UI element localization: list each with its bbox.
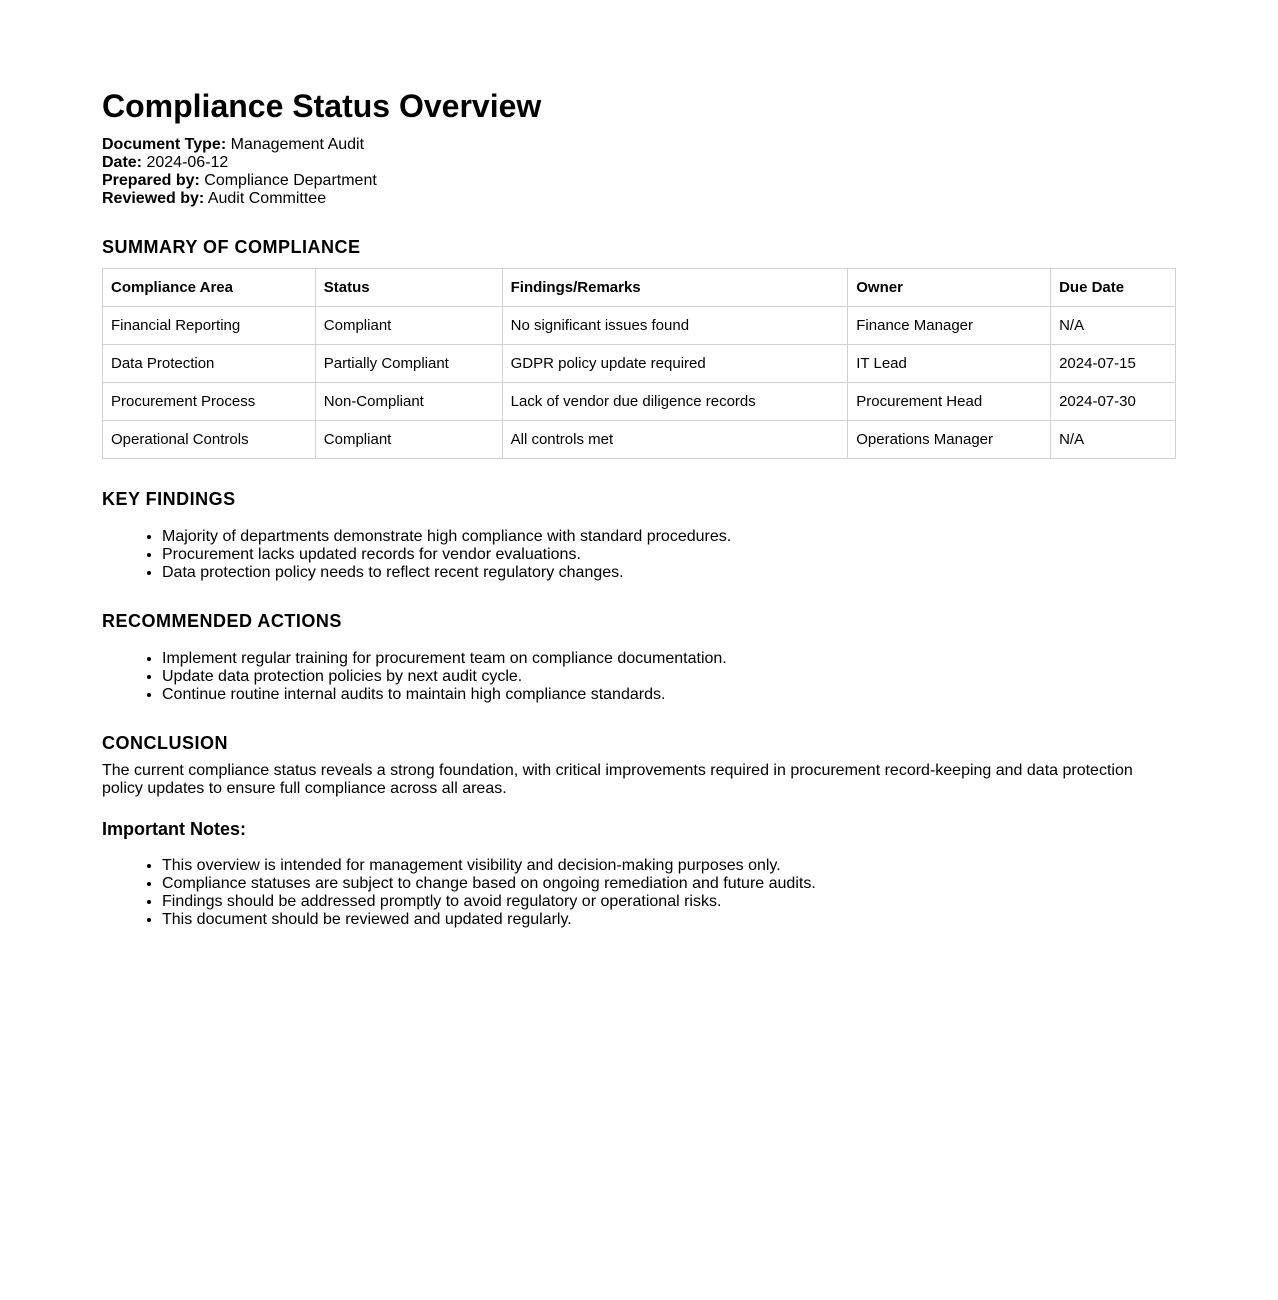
table-cell: Operations Manager [848,421,1051,459]
meta-prepared-by-label: Prepared by: [102,172,200,189]
meta-date-label: Date: [102,154,143,171]
table-cell: Non-Compliant [315,383,502,421]
recommended-actions-heading: RECOMMENDED ACTIONS [102,611,342,631]
meta-document-type-value: Management Audit [230,136,365,153]
list-item: • This overview is intended for management visibility and decision-making purposes only. [162,857,1176,875]
column-header: Owner [848,269,1051,307]
list-item: • This document should be reviewed and updated regularly. [162,911,1176,929]
table-cell: 2024-07-15 [1051,345,1176,383]
table-row [103,345,1176,383]
table-cell: No significant issues found [502,307,848,345]
column-header: Due Date [1051,269,1176,307]
compliance-table [102,268,1176,459]
meta-reviewed-by [102,190,1176,208]
list-item: • Procurement lacks updated records for vendor evaluations. [162,546,1176,564]
key-findings-heading: KEY FINDINGS [102,489,236,509]
important-notes-list [102,857,1176,929]
table-cell: Partially Compliant [315,345,502,383]
table-cell: All controls met [502,421,848,459]
meta-date [102,154,1176,172]
column-header: Compliance Area [103,269,316,307]
page-title: Compliance Status Overview [102,88,542,124]
meta-reviewed-by-value: Audit Committee [207,190,327,207]
column-header: Status [315,269,502,307]
list-item: • Compliance statuses are subject to change based on ongoing remediation and future audits. [162,875,1176,893]
table-cell: Compliant [315,307,502,345]
table-cell: Compliant [315,421,502,459]
document-meta [102,136,1176,208]
column-header: Findings/Remarks [502,269,848,307]
meta-prepared-by [102,172,1176,190]
table-cell: Data Protection [103,345,316,383]
table-cell: Financial Reporting [103,307,316,345]
meta-document-type-label: Document Type: [102,136,227,153]
list-item: • Findings should be addressed promptly to avoid regulatory or operational risks. [162,893,1176,911]
conclusion-text: The current compliance status reveals a strong foundation, with critical improvements required in procurement record-keeping and data protection policy updates to ensure full compliance across all areas. [102,762,1133,797]
conclusion-heading: CONCLUSION [102,733,228,753]
summary-heading: SUMMARY OF COMPLIANCE [102,237,361,257]
table-cell: GDPR policy update required [502,345,848,383]
meta-prepared-by-value: Compliance Department [204,172,377,189]
list-item: • Continue routine internal audits to maintain high compliance standards. [162,686,1176,704]
list-item: • Update data protection policies by next audit cycle. [162,668,1176,686]
table-cell: N/A [1051,421,1176,459]
table-cell: Finance Manager [848,307,1051,345]
table-row [103,421,1176,459]
important-notes-heading: Important Notes: [102,819,246,839]
meta-document-type [102,136,1176,154]
list-item: • Implement regular training for procurement team on compliance documentation. [162,650,1176,668]
table-cell: Procurement Head [848,383,1051,421]
meta-date-value: 2024-06-12 [146,154,229,171]
table-row [103,307,1176,345]
table-cell: Operational Controls [103,421,316,459]
table-header-row [103,269,1176,307]
table-cell: 2024-07-30 [1051,383,1176,421]
recommended-actions-list [102,650,1176,704]
table-row [103,383,1176,421]
table-cell: N/A [1051,307,1176,345]
table-cell: Lack of vendor due diligence records [502,383,848,421]
list-item: • Data protection policy needs to reflect recent regulatory changes. [162,564,1176,582]
key-findings-list [102,528,1176,582]
table-cell: IT Lead [848,345,1051,383]
table-cell: Procurement Process [103,383,316,421]
meta-reviewed-by-label: Reviewed by: [102,190,205,207]
list-item: • Majority of departments demonstrate high compliance with standard procedures. [162,528,1176,546]
